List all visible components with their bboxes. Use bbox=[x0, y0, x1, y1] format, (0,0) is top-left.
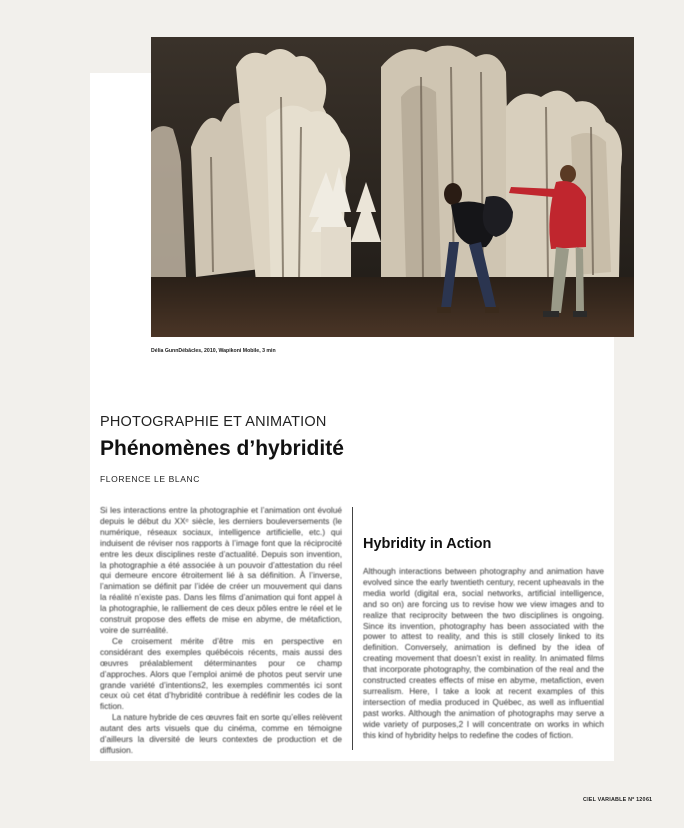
film-still-photo bbox=[151, 37, 634, 337]
image-caption: Délia GunnDébâcles, 2010, Wapikoni Mobile, 3 min bbox=[151, 348, 276, 354]
section-kicker: PHOTOGRAPHIE ET ANIMATION bbox=[100, 414, 327, 430]
magazine-footer: CIEL VARIABLE Nº 120 bbox=[583, 797, 646, 803]
english-section-title: Hybridity in Action bbox=[363, 536, 492, 552]
french-paragraph: La nature hybride de ces œuvres fait en sorte qu’elles relèvent autant des arts visuels que du cinéma, comme en témoigne d’ailleurs la diversité de leurs contextes de production et de diffusion. bbox=[100, 712, 342, 755]
french-paragraph: Ce croisement mérite d’être mis en perspective en considérant des exemples québécois récents, mais aussi des œuvres préalablement déterminantes pour ce champ d’approches. Alors que l’emploi animé de photos peut servir une grande variété d’intentions2, les exemples commentés ici sont ceux où cet état d’hybridité contribue à redéfinir les codes de la fiction. bbox=[100, 635, 342, 712]
article-author: FLORENCE LE BLANC bbox=[100, 474, 200, 484]
column-divider bbox=[352, 507, 353, 750]
french-text-column bbox=[100, 505, 342, 756]
film-still-illustration bbox=[151, 37, 634, 337]
english-paragraph: Although interactions between photography and animation have evolved since the early twentieth century, recent upheavals in the media world (digital era, social networks, artificial intelligence, and so on) are forcing us to revise how we view images and to realize that reciprocity between the two disciplines is ongoing. Since its invention, photography has been associated with the power to attest to reality, and this is still closely linked to its definition. Conversely, animation is defined by the idea of creating movement that doesn’t exist in reality. In animated films that incorporate photography, the combination of the real and the constructed creates effects of mise en abyme, metafiction, even surrealism. Here, I take a look at recent examples of this intersection of media produced in Québec, as well as influential past works. Although the animation of photographs may serve a wide variety of purposes,2 I will concentrate on works in which this kind of hybridity helps to redefine the codes of fiction. bbox=[363, 566, 604, 740]
article-title: Phénomènes d’hybridité bbox=[100, 437, 344, 460]
page-number: 61 bbox=[646, 797, 652, 803]
english-text-column bbox=[363, 566, 604, 741]
french-paragraph: Si les interactions entre la photographie et l’animation ont évolué depuis le début du XXᵉ siècle, les derniers bouleversements (le numérique, réseaux sociaux, intelligence artificielle, etc.) qui induisent de réviser nos rapports à l’image font que la réciprocité entre les deux disciplines reste d’actualité. Depuis son invention, la photographie a été associée à un pouvoir d’attestation du réel qui demeure encore étroitement lié à sa définition. À l’inverse, l’animation se définit par l’idée de créer un mouvement qui dans la réalité n’existe pas. Dans les films d’animation qui font appel à la photographie, le ralliement de ces deux pôles entre le réel et le construit propose des effets de mise en abyme, de métafiction, voire de surréalité. bbox=[100, 505, 342, 635]
